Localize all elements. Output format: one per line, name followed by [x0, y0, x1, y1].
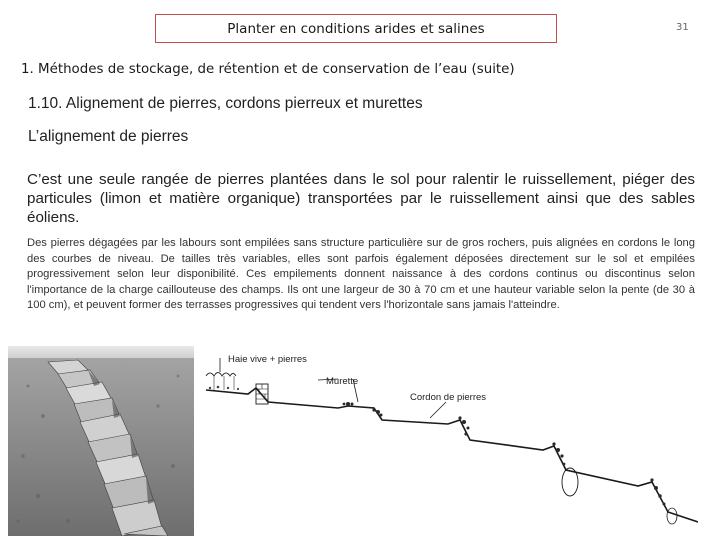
stone-cordon-marks: [343, 402, 666, 506]
slope-profile-diagram: [198, 346, 698, 538]
header-title: Planter en conditions arides et salines: [227, 20, 485, 37]
label-murette: Murette: [326, 376, 359, 387]
subsection-heading: 1.10. Alignement de pierres, cordons pierreux et murettes: [28, 95, 423, 112]
section-heading: 1. Méthodes de stockage, de rétention et de conservation de l’eau (suite): [21, 62, 515, 77]
label-hedge: Haie vive + pierres: [228, 354, 307, 365]
page-number: 31: [676, 22, 689, 33]
header-title-box: [155, 14, 557, 43]
stone-row-photo: [8, 346, 194, 536]
label-cordon: Cordon de pierres: [410, 392, 487, 403]
topic-heading: L’alignement de pierres: [28, 128, 189, 145]
body-paragraph: Des pierres dégagées par les labours sont empilées sans structure particulière sur de gros rochers, puis alignées en cordons le long des courbes de niveau. De tailles très variables, elles sont parfois également déposées directement sur le sol et empilées progressivement selon leur disponibilité. Ces empilements donnent naissance à des cordons continus ou discontinus selon l'importance de la charge caillouteuse des champs. Ils ont une largeur de 30 à 70 cm et une hauteur variable selon la pente (de 30 à 100 cm), et peuvent former des terrasses progressives qui tendent vers l'horizontale sans jamais l'atteindre.: [27, 237, 695, 312]
lead-paragraph: C’est une seule rangée de pierres plantées dans le sol pour ralentir le ruissellement, piéger des particules (limon et matière organique) transportées par le ruissellement ainsi que des sables éoliens.: [27, 171, 695, 226]
ground-profile-line: [206, 388, 698, 522]
